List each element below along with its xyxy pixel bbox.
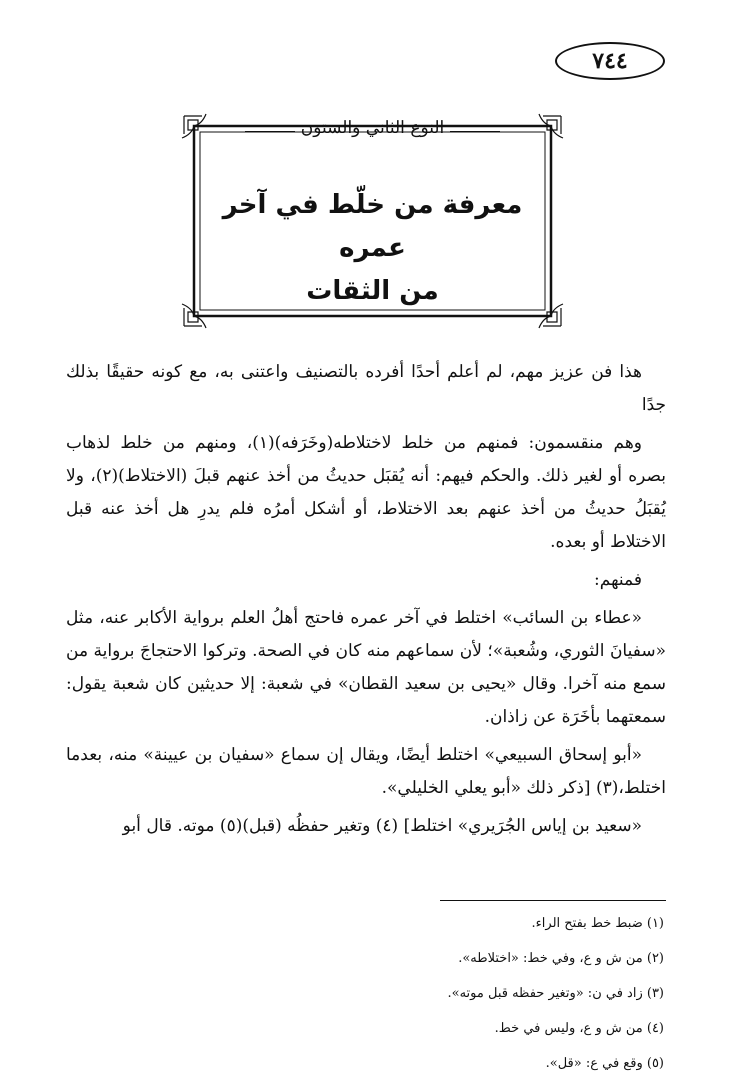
chapter-kicker [180, 118, 565, 138]
body-text [66, 356, 666, 848]
page-number: ٧٤٤ [555, 42, 665, 80]
paragraph: هذا فن عزيز مهم، لم أعلم أحدًا أفرده بالتصنيف واعتنى به، مع كونه حقيقًا بذلك جدًا [66, 362, 666, 415]
footnote: (٢) من ش و ع، وفي خط: «اختلاطه». [458, 951, 664, 966]
chapter-title-line: من الثقات [306, 275, 439, 306]
footnote: (٥) وقع في ع: «قل». [545, 1056, 664, 1071]
chapter-kicker-text: النوع الثاني والستون [300, 118, 445, 138]
footnote-divider [440, 900, 666, 901]
footnotes [66, 906, 666, 1081]
footnote: (٣) زاد في ن: «وتغير حفظه قبل موته». [447, 986, 664, 1001]
paragraph: «عطاء بن السائب» اختلط في آخر عمره فاحتج أهلُ العلم برواية الأكابر عنه، مثل «سفيانَ الثوري، وشُعبة»؛ لأن سماعهم منه كان في الصحة. وتركوا الاحتجاجَ برواية من سمع منه آخرا. وقال «يحيى بن سعيد القطان» في شعبة: إلا حديثين كان شعبة يقول: سمعتهما بأخَرَة عن زاذان. [66, 608, 666, 727]
footnote: (١) ضبط خط بفتح الراء. [531, 916, 664, 931]
paragraph: «سعيد بن إياس الجُرَيري» اختلط] (٤) وتغير حفظُه (قبل)(٥) موته. قال أبو [122, 816, 642, 836]
chapter-title-line: معرفة من خلّط في آخر عمره [222, 190, 523, 263]
chapter-title [200, 184, 545, 313]
paragraph: فمنهم: [594, 570, 642, 590]
paragraph: وهم منقسمون: فمنهم من خلط لاختلاطه(وخَرَفه)(١)، ومنهم من خلط لذهاب بصره أو لغير ذلك. والحكم فيهم: أنه يُقبَل حديثُ من أخذ عنهم قبلَ (الاختلاط)(٢)، ولا يُقبَلُ حديثُ من أخذ عنهم بعد الاختلاط، أو أشكل أمرُه فلم يدرِ هل أخذ عنه قبل الاختلاط أو بعده. [66, 433, 666, 552]
paragraph: «أبو إسحاق السبيعي» اختلط أيضًا، ويقال إن سماع «سفيان بن عيينة» منه، بعدما اختلط،(٣) [ذكر ذلك «أبو يعلي الخليلي». [66, 745, 666, 798]
chapter-heading-frame [180, 112, 565, 330]
footnote: (٤) من ش و ع، وليس في خط. [494, 1021, 664, 1036]
